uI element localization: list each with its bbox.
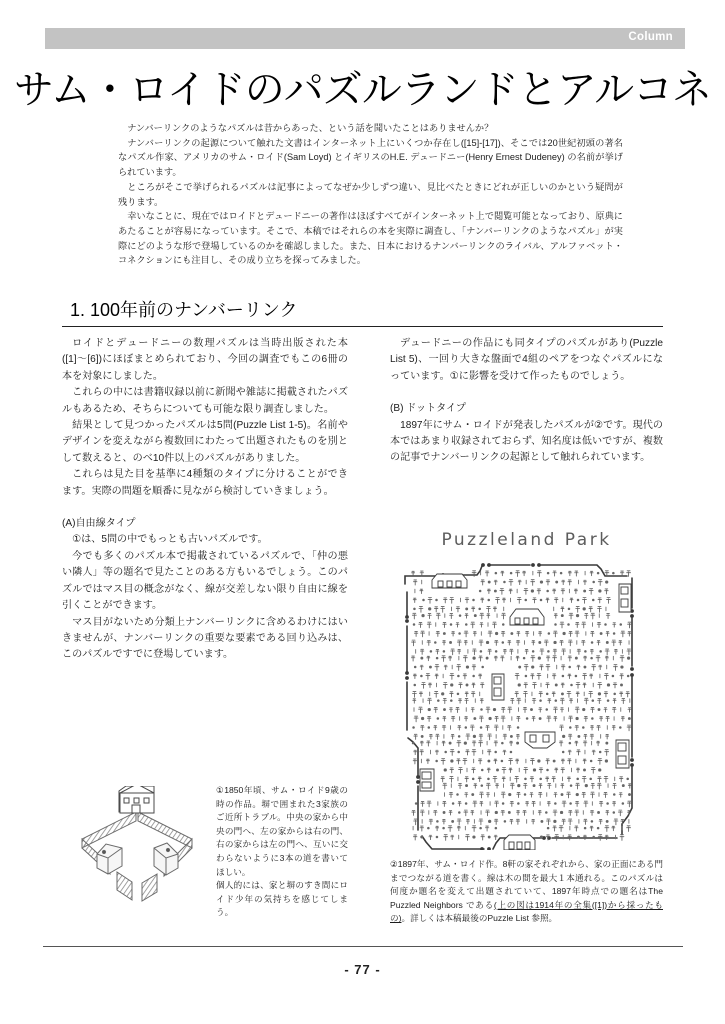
page-number: - 77 -: [344, 962, 381, 977]
left-house: [97, 844, 122, 874]
left-paragraph-7: 今でも多くのパズル本で掲載されているパズルで、「仲の悪い隣人」等の題名で見たことのある方もいるでしょう。このパズルではマス目の概念がなく、線が交差しない限り自由に線を引くことができます。: [62, 550, 348, 612]
figure-caption-left: [216, 784, 348, 920]
intro-paragraph-3: ところがそこで挙げられるパズルは記事によってなぜか少しずつ違い、見比べたときにどれが正しいのかという疑問が残ります。: [118, 181, 623, 207]
left-subheading-a: (A)自由線タイプ: [62, 518, 136, 530]
intro-paragraph-2: ナンバーリンクの起源について触れた文書はインターネット上にいくつか存在し([15]-[17])、そこでは20世紀初頭の著名なパズル作家、アメリカのサム・ロイド(Sam Loyd) とイギリスのH.E. デュードニー(Henry Ernest Dudeney) の名前が挙げられています。: [118, 137, 623, 178]
caption-right-text: [390, 858, 663, 926]
caption-right-part-b: (上の図は1914年の全集([1])から採ったもの): [390, 899, 663, 924]
intro-block: [118, 121, 623, 268]
figure-caption-right: [390, 858, 663, 926]
left-paragraph-6: ①は、5問の中でもっとも古いパズルです。: [72, 534, 268, 546]
section-heading: 1. 100年前のナンバーリンク: [70, 300, 298, 320]
left-paragraph-3: 結果として見つかったパズルは5問(Puzzle List 1-5)。名前やデザインを変えながら複数回にわたって出題されたものを別として数えると、のべ10件以上のパズルがありました。: [62, 420, 348, 464]
caption-left-text-1: ①1850年頃、サム・ロイド9歳の時の作品。塀で囲まれた3家族のご近所トラブル。中央の家から中央の門へ、左の家からは右の門、右の家からは左の門へ、互いに交わらないように3本の道を書いてほしい。: [216, 785, 348, 877]
page-title: サム・ロイドのパズルランドとアルコネ: [13, 68, 712, 112]
right-paragraph-1: デュードニーの作品にも同タイプのパズルがあり(Puzzle List 5)、一回り大きな盤面で4組のペアをつなぐパズルになっています。①に影響を受けて作ったものでしょう。: [390, 338, 663, 382]
footer-rule: [43, 946, 683, 947]
caption-right-part-c: 。詳しくは本稿最後のPuzzle List 参照。: [401, 913, 558, 924]
intro-paragraph-1: ナンバーリンクのようなパズルは昔からあった、という話を聞いたことはありませんか？: [127, 123, 494, 133]
left-paragraph-1: ロイドとデュードニーの数理パズルは当時出版された本([1]〜[6])にほぼまとめられており、今回の調査でもこの6冊の本を対象にしました。: [62, 338, 348, 382]
figure-puzzleland-park: [392, 562, 662, 850]
left-paragraph-8: マス目がないため分類上ナンバーリンクに含めるわけにはいきませんが、ナンバーリンクの重要な要素である回り込みは、このパズルですでに登場しています。: [62, 616, 348, 661]
body-column-right: [390, 336, 663, 467]
right-house: [154, 843, 178, 875]
right-subheading-b: (B) ドットタイプ: [390, 403, 466, 415]
caption-left-text-2: 個人的には、家と塀のすき間にロイド少年の気持ちを感じてしまう。: [216, 880, 348, 918]
left-paragraph-4: これらは見た目を基準に4種類のタイプに分けることができます。実際の問題を順番に見ながら検討していきましょう。: [62, 469, 348, 497]
column-header-bar: [45, 28, 685, 49]
figure-three-houses-fence: [62, 786, 212, 941]
left-paragraph-2: これらの中には書籍収録以前に新聞や雑誌に掲載されたパズルもあるため、そちらについても可能な限り調査しました。: [62, 387, 348, 415]
caption-right-part-a: ②1897年、サム・ロイド作。8軒の家それぞれから、家の正面にある門までつながる道を書く。線は木の間を最大１本通れる。このパズルは何度か題名を変えて出題されていて、1897年時点での題名はThe Puzzled Neighbors である: [390, 859, 663, 910]
intro-paragraph-4: 幸いなことに、現在ではロイドとデュードニーの著作はほぼすべてがインターネット上で閲覧可能となっており、原典にあたることが容易になっています。そこで、本稿ではそれらの本を実際に調査し、「ナンバーリンクのようなパズル」が実際にどのような形で登場しているのかを確認しました。また、日本におけるナンバーリンクのライバル、アルファベット・コネクションにも注目し、その成り立ちを探ってみました。: [118, 211, 623, 266]
figure-park-title: Puzzleland Park: [441, 530, 612, 550]
park-gate-posts: [405, 563, 634, 850]
right-paragraph-3: 1897年にサム・ロイドが発表したパズルが②です。現代の本ではあまり収録されておらず、知名度は低いですが、複数の記事でナンバーリンクの起源として触れられています。: [390, 419, 663, 464]
center-house: [119, 786, 154, 813]
section-heading-rule: [62, 326, 663, 327]
column-header-label: Column: [628, 31, 673, 43]
body-column-left: [62, 336, 348, 664]
